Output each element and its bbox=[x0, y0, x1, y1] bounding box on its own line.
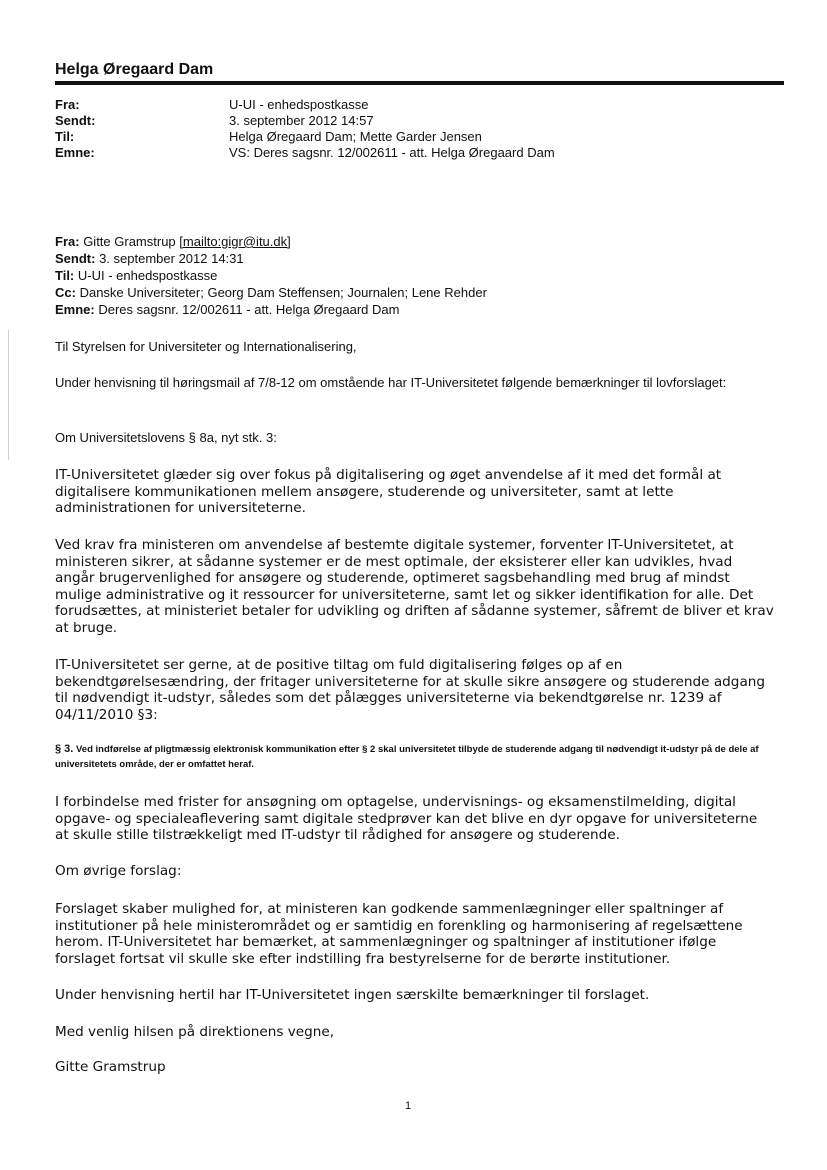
forward-header bbox=[55, 97, 555, 161]
original-from-label: Fra: bbox=[55, 234, 80, 249]
forward-to-row bbox=[55, 129, 555, 145]
page-number: 1 bbox=[405, 1100, 412, 1112]
sender-name: Helga Øregaard Dam bbox=[55, 61, 214, 78]
to-value: Helga Øregaard Dam; Mette Garder Jensen bbox=[229, 129, 482, 144]
section-heading-other: Om øvrige forslag: bbox=[55, 863, 182, 879]
original-sent-label: Sendt: bbox=[55, 251, 96, 266]
from-value: U-UI - enhedspostkasse bbox=[229, 97, 369, 112]
to-label: Til: bbox=[55, 129, 75, 144]
original-subject-value: Deres sagsnr. 12/002611 - att. Helga Øregaard Dam bbox=[98, 302, 400, 317]
original-sent-value: 3. september 2012 14:31 bbox=[99, 251, 244, 266]
paragraph-digitalisation: IT-Universitetet glæder sig over fokus på digitalisering og øget anvendelse af it med det formål at digitalisere kommunikationen mellem ansøgere, studerende og universiteter, samt at lette administrationen for universiteterne. bbox=[55, 467, 722, 517]
signature-name: Gitte Gramstrup bbox=[55, 1059, 166, 1075]
sent-label: Sendt: bbox=[55, 113, 96, 128]
original-from-value: Gitte Gramstrup bbox=[83, 234, 176, 249]
subject-label: Emne: bbox=[55, 145, 95, 160]
original-to-line bbox=[55, 267, 487, 284]
subject-value: VS: Deres sagsnr. 12/002611 - att. Helga Øregaard Dam bbox=[229, 145, 555, 160]
paragraph-equipment-access: IT-Universitetet ser gerne, at de positive tiltag om fuld digitalisering følges op af en bekendtgørelsesændring, der fritager universiteterne for at skulle sikre ansøgere og studerende adgang til nødvendigt it-udstyr, således som det pålægges universiteterne via bekendtgørelse nr. 1239 af 04/11/2010 §3: bbox=[55, 657, 766, 723]
closing-greeting: Med venlig hilsen på direktionens vegne, bbox=[55, 1024, 335, 1040]
salutation: Til Styrelsen for Universiteter og Internationalisering, bbox=[55, 339, 357, 354]
paragraph-system-requirements: Ved krav fra ministeren om anvendelse af bestemte digitale systemer, forventer IT-Universitetet, at ministeren sikrer, at sådanne systemer er de mest optimale, der eksisterer eller kan udvikles, hvad angår brugervenlighed for ansøgere og studerende, optimeret sagsbehandling med brug af mindst mulige administrative og it ressourcer for universiteterne, samt let og sikker identifikation for alle. Det forudsættes, at ministeriet betaler for udvikling og driften af sådanne systemer, såfremt de bliver et krav at bruge. bbox=[55, 537, 774, 636]
scan-edge-line bbox=[8, 330, 9, 460]
original-cc-value: Danske Universiteter; Georg Dam Steffensen; Journalen; Lene Rehder bbox=[79, 285, 487, 300]
forward-from-row bbox=[55, 97, 555, 113]
quoted-section-label: § 3. bbox=[55, 743, 74, 755]
original-sent-line bbox=[55, 250, 487, 267]
original-subject-label: Emne: bbox=[55, 302, 95, 317]
original-from-line bbox=[55, 233, 487, 250]
original-to-label: Til: bbox=[55, 268, 75, 283]
paragraph-deadlines: I forbindelse med frister for ansøgning om optagelse, undervisnings- og eksamenstilmelding, digital opgave- og specialeaflevering samt digitale stedprøver kan det blive en dyr opgave for universiteterne at skulle stille tilstrækkeligt med IT-udstyr til rådighed for ansøgere og studerende. bbox=[55, 794, 758, 844]
section-heading-8a: Om Universitetslovens § 8a, nyt stk. 3: bbox=[55, 430, 277, 445]
quoted-regulation bbox=[55, 742, 775, 772]
original-message-header bbox=[55, 233, 487, 318]
paragraph-no-remarks: Under henvisning hertil har IT-Universitetet ingen særskilte bemærkninger til forslaget. bbox=[55, 987, 650, 1003]
original-to-value: U-UI - enhedspostkasse bbox=[77, 268, 218, 283]
sent-value: 3. september 2012 14:57 bbox=[229, 113, 374, 128]
quoted-section-text: Ved indførelse af pligtmæssig elektronisk kommunikation efter § 2 skal universitetet tilbyde de studerende adgang til nødvendigt it-udstyr på de dele af universitetets område, der er omfattet heraf. bbox=[55, 744, 759, 770]
paragraph-mergers: Forslaget skaber mulighed for, at ministeren kan godkende sammenlægninger eller spaltninger af institutioner på hele ministerområdet og er samtidig en forenkling og harmonisering af regelsættene herom. IT-Universitetet har bemærket, at sammenlægninger og spaltninger af institutioner ifølge forslaget fortsat vil skulle ske efter indstilling fra bestyrelserne for de berørte institutioner. bbox=[55, 901, 743, 967]
from-label: Fra: bbox=[55, 97, 80, 112]
original-cc-line bbox=[55, 284, 487, 301]
mailto-link[interactable]: [mailto:gigr@itu.dk] bbox=[179, 234, 291, 249]
forward-subject-row bbox=[55, 145, 555, 161]
header-divider bbox=[55, 81, 784, 85]
original-cc-label: Cc: bbox=[55, 285, 76, 300]
intro-paragraph: Under henvisning til høringsmail af 7/8-12 om omstående har IT-Universitetet følgende bemærkninger til lovforslaget: bbox=[55, 375, 727, 390]
forward-sent-row bbox=[55, 113, 555, 129]
original-subject-line bbox=[55, 301, 487, 318]
